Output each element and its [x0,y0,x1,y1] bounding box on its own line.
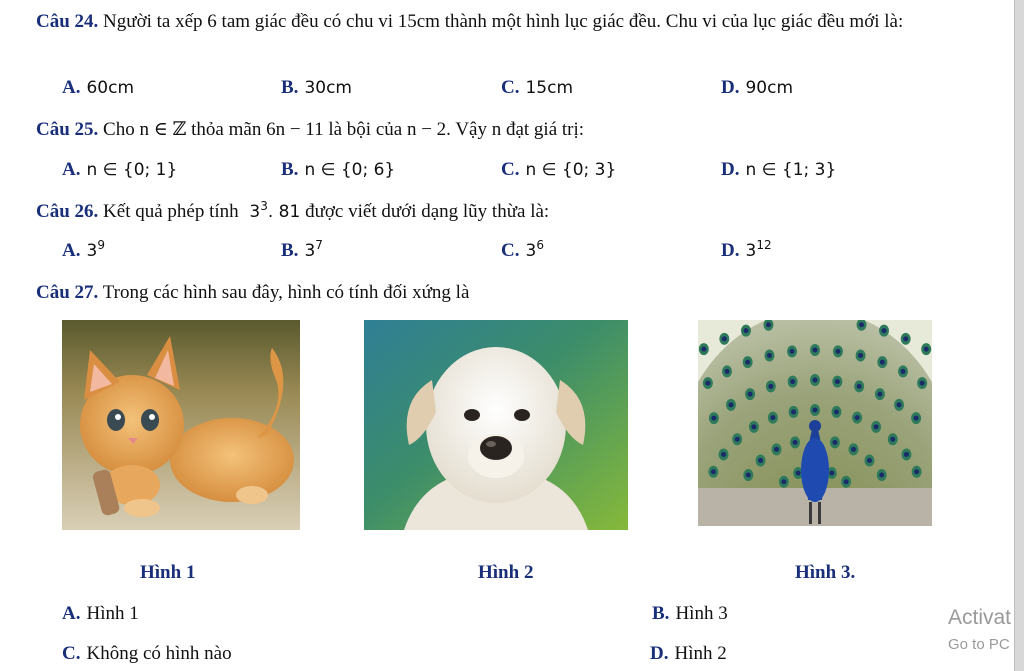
option-25-d[interactable] [721,158,836,182]
option-24-a[interactable] [62,76,134,100]
power-exponent: 3 [260,199,268,213]
option-26-b[interactable] [281,239,323,263]
caption-image-2: Hình 2 [478,562,534,583]
question-26 [36,199,976,225]
scrollbar[interactable] [1014,0,1024,671]
option-26-a[interactable] [62,239,105,263]
option-label: C. [501,77,520,98]
option-label: D. [721,240,740,261]
option-label: D. [721,77,740,98]
power-expression [249,199,301,222]
power-base: 3 [304,241,316,261]
option-25-a[interactable] [62,158,177,182]
option-value: n ∈ {0; 1} [86,160,178,180]
option-24-c[interactable] [501,76,573,100]
power-base: 3 [86,241,98,261]
activation-watermark: Activat [948,606,1012,629]
question-25 [36,117,976,142]
question-text: Kết quả phép tính [103,201,239,222]
question-number: Câu 27. [36,282,99,303]
option-value: 60cm [86,78,135,98]
puppy-image [364,320,628,530]
power-base: 3 [249,202,261,222]
power-exponent: 12 [756,238,772,252]
caption-image-1: Hình 1 [140,562,196,583]
power-rest: . 81 [267,202,301,222]
peacock-image [698,320,932,526]
power-exponent: 7 [315,238,323,252]
option-label: A. [62,240,81,261]
option-value: n ∈ {0; 3} [525,160,617,180]
option-27-d[interactable] [650,642,727,666]
option-label: C. [501,240,520,261]
option-24-b[interactable] [281,76,352,100]
question-text: Cho n ∈ ℤ thỏa mãn 6n − 11 là bội của n − 2. Vậy n đạt giá trị: [103,119,585,140]
option-value: n ∈ {0; 6} [304,160,396,180]
option-label: A. [62,77,81,98]
option-27-b[interactable] [652,602,728,626]
question-27 [36,280,976,305]
option-value: 90cm [745,78,794,98]
question-number: Câu 26. [36,201,99,222]
option-27-c[interactable] [62,642,232,666]
option-26-c[interactable] [501,239,544,263]
option-24-d[interactable] [721,76,793,100]
question-text-tail: được viết dưới dạng lũy thừa là: [305,201,550,222]
option-label: B. [281,77,299,98]
option-label: C. [501,159,520,180]
option-value: 30cm [304,78,352,98]
option-value: n ∈ {1; 3} [745,160,837,180]
kitten-image [62,320,300,530]
caption-image-3: Hình 3. [795,562,856,583]
question-number: Câu 24. [36,11,99,32]
power-exponent: 9 [97,238,105,252]
option-27-a[interactable] [62,602,139,626]
question-text: Người ta xếp 6 tam giác đều có chu vi 15cm thành một hình lục giác đều. Chu vi của lục giác đều mới là: [103,11,904,32]
option-25-b[interactable] [281,158,395,182]
option-value: 15cm [525,78,574,98]
question-24 [36,9,976,34]
option-label: B. [652,603,670,624]
option-label: B. [281,240,299,261]
option-value: Không có hình nào [86,643,232,664]
activation-watermark-sub: Go to PC [948,636,1010,653]
power-base: 3 [745,241,757,261]
question-text: Trong các hình sau đây, hình có tính đối xứng là [102,282,470,303]
question-number: Câu 25. [36,119,99,140]
option-label: A. [62,603,81,624]
option-label: A. [62,159,81,180]
power-base: 3 [525,241,537,261]
option-value [304,238,323,261]
option-value [525,238,544,261]
option-value: Hình 2 [674,643,727,664]
option-26-d[interactable] [721,239,772,263]
option-label: D. [721,159,740,180]
option-value: Hình 3 [675,603,728,624]
option-label: C. [62,643,81,664]
power-exponent: 6 [536,238,544,252]
option-label: B. [281,159,299,180]
option-25-c[interactable] [501,158,616,182]
option-value [745,238,772,261]
option-value [86,238,105,261]
option-label: D. [650,643,669,664]
option-value: Hình 1 [86,603,139,624]
